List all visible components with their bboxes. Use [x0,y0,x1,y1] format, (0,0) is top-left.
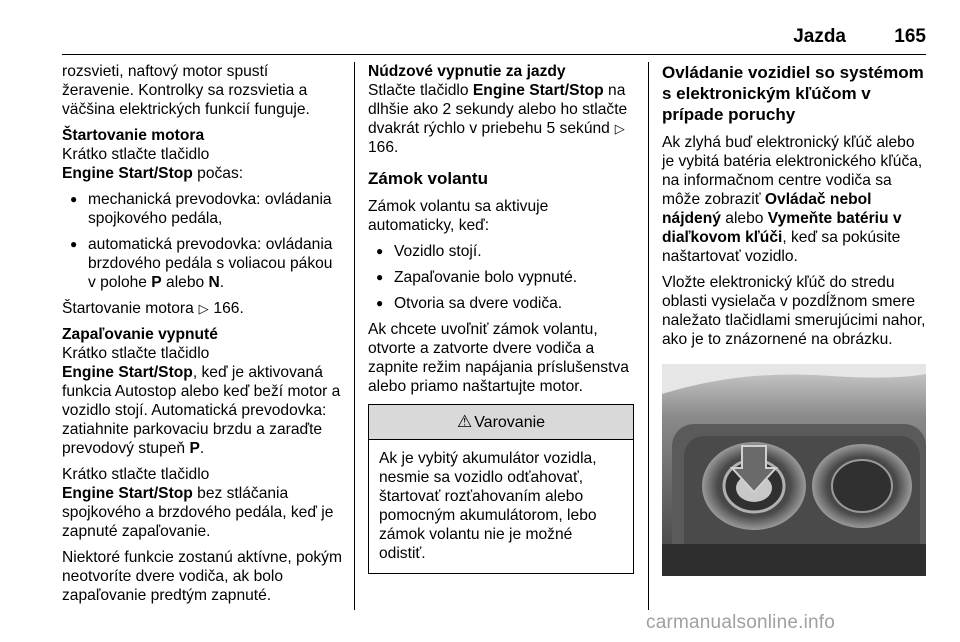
bullet2-text: automatická prevodovka: ovládania brzdového pedála s voliacou pákou v polohe [88,236,333,291]
warning-triangle-icon: ⚠ [456,412,473,431]
column-right [662,62,926,356]
insert-key-text: Vložte elektronický kľúč do stredu oblasti vysielača v pozdĺžnom smere naležato tlačidlami smerujúcimi nahor, ako je to znázornené na obrázku. [662,274,926,348]
header-rule [62,54,926,55]
start-during-text: počas: [192,165,244,182]
short-press-rest: bez stláčania spojkového a brzdového pedála, keď je zapnuté zapaľovanie. [62,485,334,540]
steering-lock-intro: Zámok volantu sa aktivuje automaticky, keď: [368,198,549,234]
ref-text: Štartovanie motora [62,300,199,317]
column-middle [368,62,634,574]
ref-page: 166. [209,300,244,317]
emergency-b: na dlhšie ako 2 sekundy alebo ho stlačte dvakrát rýchlo v priebehu 5 sekúnd [368,82,628,137]
functions-active-text: Niektoré funkcie zostanú aktívne, pokým neotvoríte dvere vodiča, ak bolo zapaľovanie predtým zapnuté. [62,549,342,604]
page-header [62,26,926,52]
message-replace-battery: Vymeňte batériu v diaľkovom kľúči [662,210,902,246]
key-placement-photo [662,364,926,576]
start-engine-section [62,126,344,318]
ignition-text: , keď je aktivovaná funkcia Autostop alebo keď beží motor a vozidlo stojí. Automatická prevodovka: zatiahnite parkovaciu brzdu a zaraďte prevodový stupeň [62,364,341,457]
list-item [62,235,344,292]
gear-n: N [208,274,220,291]
bullet2-end: . [219,274,225,291]
gear-p: P [151,274,162,291]
engine-start-stop-label: Engine Start/Stop [62,165,193,182]
emergency-text [368,81,634,157]
emergency-heading: Núdzové vypnutie za jazdy [368,63,566,80]
ignition-off-line: Krátko stlačte tlačidlo [62,345,210,362]
column-left [62,62,344,612]
key-text-a: Ak zlyhá buď elektronický kľúč alebo je vybitá batéria elektronického kľúča, na informačnom centre vodiča sa môže zobraziť [662,134,923,208]
section-title: Jazda [793,26,846,47]
warning-title: Varovanie [474,414,546,431]
ignition-off-heading: Zapaľovanie vypnuté [62,326,218,343]
column-divider-2 [648,62,649,610]
start-engine-reference [62,299,344,318]
start-engine-line: Krátko stlačte tlačidlo [62,146,210,163]
bullet2-or: alebo [161,274,209,291]
emergency-a: Stlačte tlačidlo [368,82,473,99]
engine-start-stop-label: Engine Start/Stop [62,485,193,502]
electronic-key-heading: Ovládanie vozidiel so systémom s elektronickým kľúčom v prípade poruchy [662,63,924,124]
list-item: ● Otvoria sa dvere vodiča. [368,294,634,313]
message-controller-not-found: Ovládač nebol nájdený [662,191,872,227]
warning-header [369,405,633,440]
warning-body: Ak je vybitý akumulátor vozidla, nesmie sa vozidlo odťahovať, štartovať rozťahovaním alebo pomocným akumulátorom, lebo zámok volantu nie je možné odistiť. [379,450,597,562]
key-text-b: , keď sa pokúsite naštartovať vozidlo. [662,229,901,265]
watermark: carmanualsonline.info [646,612,836,633]
electronic-key-text [662,133,926,266]
short-press-line: Krátko stlačte tlačidlo [62,466,210,483]
emergency-ref: 166. [368,139,399,156]
list-item: ● mechanická prevodovka: ovládania spojkového pedála, [62,190,344,228]
key-text-or: alebo [720,210,768,227]
ignition-off-section [62,325,344,605]
start-engine-heading: Štartovanie motora [62,127,205,144]
arrow-ref-icon: ▷ [614,121,625,136]
arrow-ref-icon: ▷ [198,301,209,316]
page-number: 165 [894,26,926,47]
start-conditions-list [62,190,344,292]
ignition-off-text [62,363,344,458]
start-engine-button-line [62,164,344,183]
engine-start-stop-label: Engine Start/Stop [472,82,604,99]
steering-lock-list [368,242,634,313]
warning-box [368,404,634,574]
column-divider-1 [354,62,355,610]
gear-p: P [189,440,200,457]
list-item: ● Zapaľovanie bolo vypnuté. [368,268,634,287]
short-press-text [62,484,344,541]
key-placement-illustration [662,364,926,576]
paragraph-intro: rozsvieti, naftový motor spustí žeravenie. Kontrolky sa rozsvietia a väčšina elektrických funkcií funguje. [62,63,310,118]
list-item: ● Vozidlo stojí. [368,242,634,261]
ignition-end: . [199,440,205,457]
engine-start-stop-label: Engine Start/Stop [62,364,193,381]
unlock-text: Ak chcete uvoľniť zámok volantu, otvorte a zatvorte dvere vodiča a zapnite režim napájania príslušenstva alebo priamo naštartujte motor. [368,321,629,395]
steering-lock-heading: Zámok volantu [368,169,488,188]
